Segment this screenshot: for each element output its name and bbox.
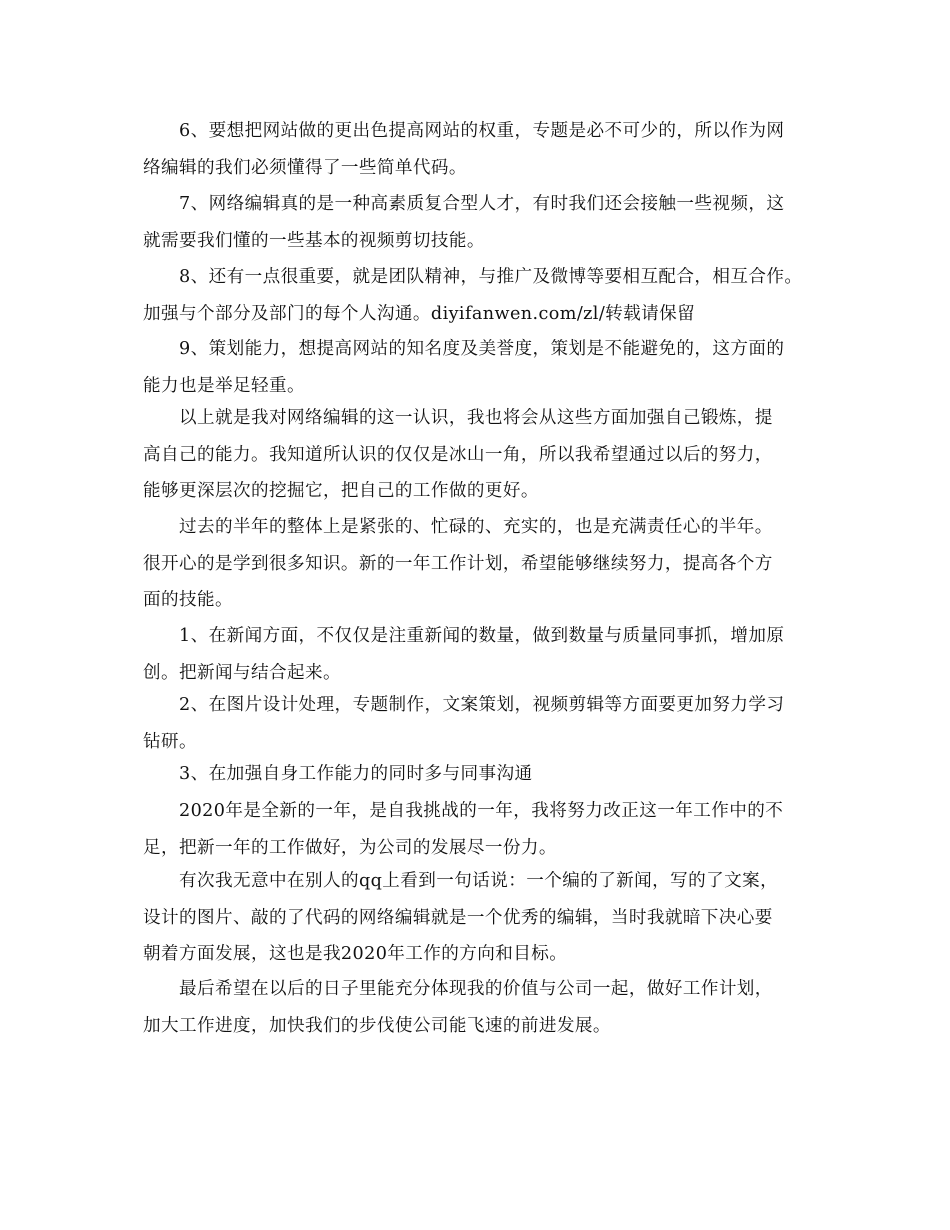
paragraph-half-year-review: 过去的半年的整体上是紧张的、忙碌的、充实的，也是充满责任心的半年。 很开心的是学到很多知识。新的一年工作计划，希望能够继续努力，提高各个方 面的技能。	[143, 517, 773, 611]
paragraph-goal: 有次我无意中在别人的qq上看到一句话说：一个编的了新闻，写的了文案， 设计的图片、敲的了代码的网络编辑就是一个优秀的编辑，当时我就暗下决心要 朝着方面发展，这也是我2020年工作的方向和目标。	[143, 871, 779, 965]
paragraph-item-7: 7、网络编辑真的是一种高素质复合型人才，有时我们还会接触一些视频，这 就需要我们懂的一些基本的视频剪切技能。	[143, 194, 785, 251]
paragraph-new-year: 2020年是全新的一年，是自我挑战的一年，我将努力改正这一年工作中的不 足，把新一年的工作做好，为公司的发展尽一份力。	[143, 801, 784, 858]
paragraph-plan-1: 1、在新闻方面，不仅仅是注重新闻的数量，做到数量与质量同事抓，增加原 创。把新闻与结合起来。	[143, 626, 785, 683]
paragraph-plan-3: 3、在加强自身工作能力的同时多与同事沟通	[179, 764, 533, 784]
paragraph-closing: 最后希望在以后的日子里能充分体现我的价值与公司一起，做好工作计划， 加大工作进度，加快我们的步伐使公司能飞速的前进发展。	[143, 979, 773, 1036]
paragraph-item-8: 8、还有一点很重要，就是团队精神，与推广及微博等要相互配合，相互合作。 加强与个部分及部门的每个人沟通。diyifanwen.com/zl/转载请保留	[143, 267, 803, 324]
paragraph-item-9: 9、策划能力，想提高网站的知名度及美誉度，策划是不能避免的，这方面的 能力也是举足轻重。	[143, 339, 785, 396]
paragraph-item-6: 6、要想把网站做的更出色提高网站的权重，专题是必不可少的，所以作为网 络编辑的我们必须懂得了一些简单代码。	[143, 121, 785, 178]
paragraph-plan-2: 2、在图片设计处理，专题制作，文案策划，视频剪辑等方面要更加努力学习 钻研。	[143, 695, 785, 752]
paragraph-summary: 以上就是我对网络编辑的这一认识，我也将会从这些方面加强自己锻炼，提 高自己的能力。我知道所认识的仅仅是冰山一角，所以我希望通过以后的努力， 能够更深层次的挖掘它，把自己的工作做的更好。	[143, 408, 773, 502]
